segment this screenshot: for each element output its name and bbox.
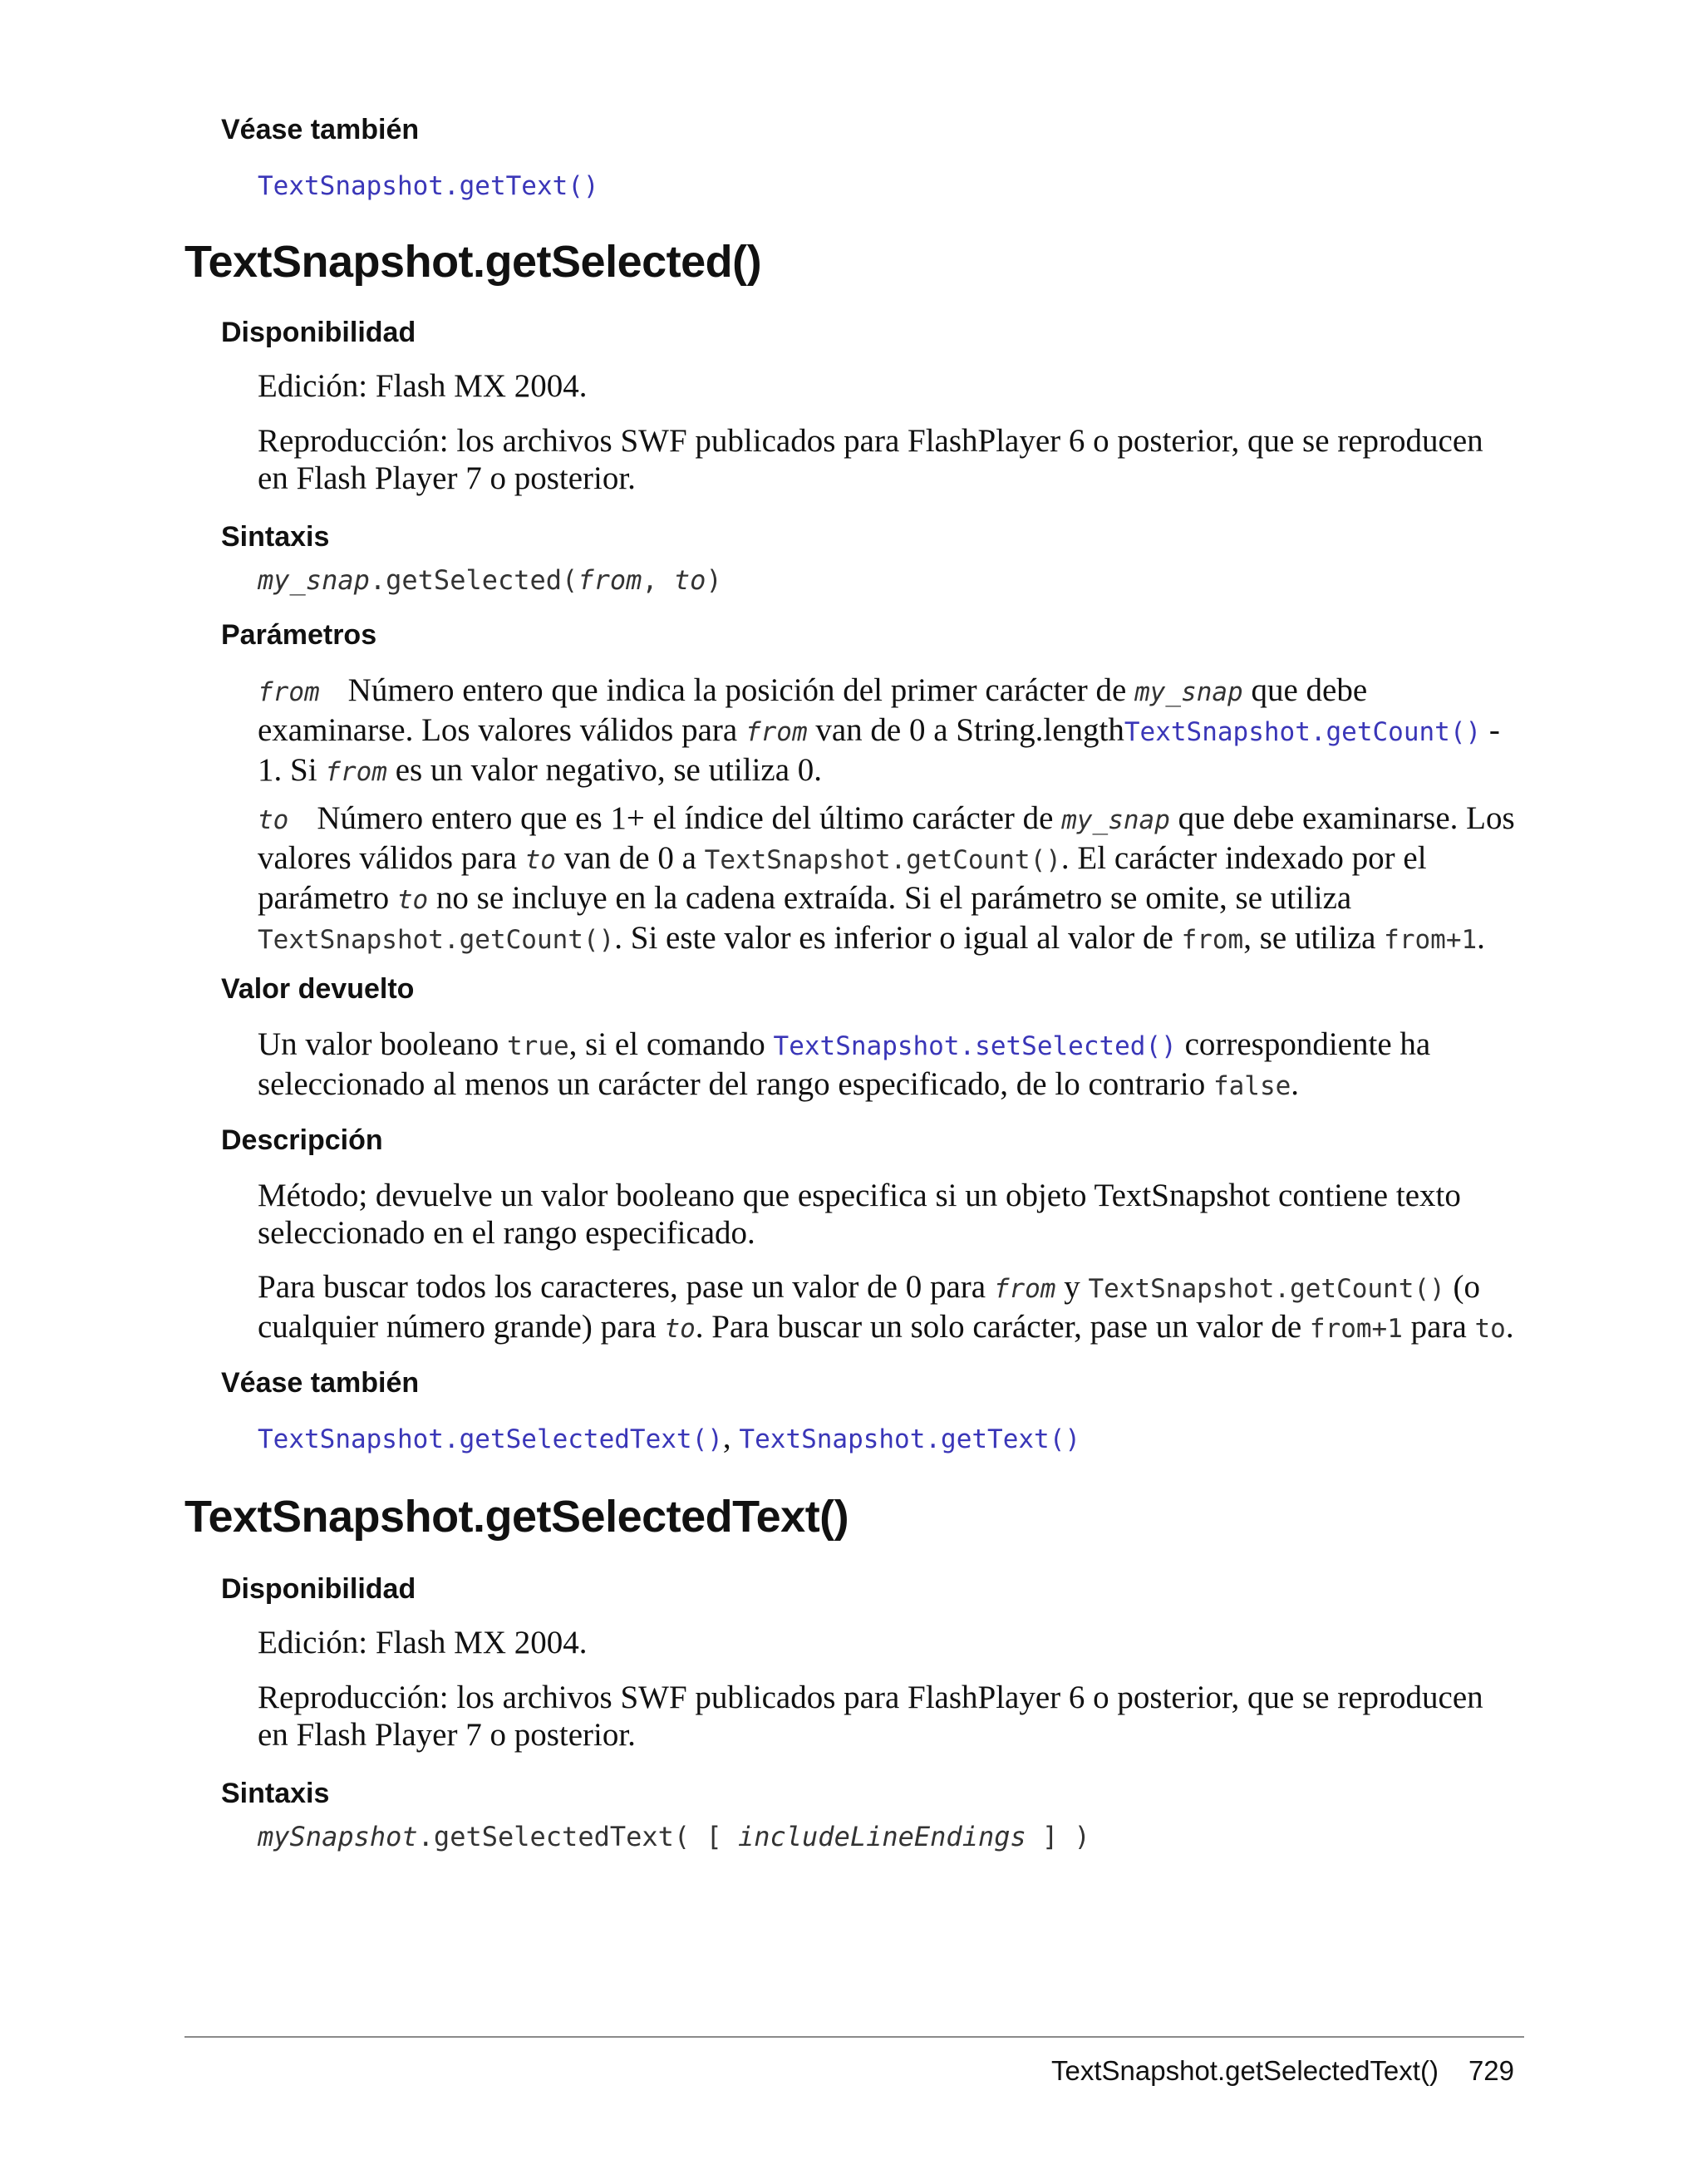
syntax-object: my_snap (258, 564, 370, 596)
code-to: to (664, 1314, 696, 1344)
code-false: false (1213, 1071, 1291, 1101)
param-from-text: - 1. Si (258, 712, 1500, 788)
description-text-part: . (1505, 1309, 1514, 1345)
description-p1: Método; devuelve un valor booleano que especifica si un objeto TextSnapshot contiene texto seleccionado en el rango especificado. (258, 1178, 1461, 1251)
param-from-text: Número entero que indica la posición del primer carácter de (347, 672, 1135, 708)
syntax-code-2 (258, 1820, 1090, 1853)
link-setselected[interactable]: TextSnapshot.setSelected() (773, 1031, 1177, 1061)
param-from-text: van de 0 a String.length (807, 712, 1124, 748)
code-my-snap: my_snap (1134, 677, 1243, 707)
footer-title: TextSnapshot.getSelectedText() (1051, 2055, 1439, 2086)
code-to: to (396, 885, 429, 915)
see-also-links (258, 166, 599, 204)
syntax-code (258, 563, 722, 597)
parameters-heading: Parámetros (221, 619, 377, 651)
param-to-text: . Si este valor es inferior o igual al valor de (614, 920, 1182, 956)
param-to-text: no se incluye en la cadena extraída. Si el parámetro se omite, se utiliza (428, 880, 1352, 916)
link-getselectedtext[interactable]: TextSnapshot.getSelectedText() (258, 1424, 723, 1454)
returns-text-part: correspondiente ha seleccionado al menos un carácter del rango especificado, de lo contrario (258, 1026, 1431, 1102)
link-gettext[interactable]: TextSnapshot.getText() (739, 1424, 1081, 1454)
returns-text (258, 1026, 1521, 1105)
section-title-getselectedtext: TextSnapshot.getSelectedText() (184, 1492, 849, 1542)
param-to-text: van de 0 a (555, 840, 705, 876)
syntax-close: ) (706, 564, 722, 596)
code-getcount: TextSnapshot.getCount() (704, 845, 1061, 875)
link-gettext[interactable]: TextSnapshot.getText() (258, 171, 599, 201)
see-also-links-2 (258, 1419, 1080, 1458)
description-text-part: para (1402, 1309, 1475, 1345)
link-getcount[interactable]: TextSnapshot.getCount() (1124, 717, 1482, 747)
description-text-part: y (1055, 1269, 1089, 1305)
see-also-separator: , (722, 1419, 740, 1455)
syntax-heading: Sintaxis (221, 521, 330, 553)
syntax-arg-to: to (673, 564, 706, 596)
code-getcount: TextSnapshot.getCount() (258, 925, 615, 955)
syntax-method: .getSelectedText( [ (417, 1821, 738, 1852)
syntax-sep: , (642, 564, 674, 596)
syntax-arg-from: from (578, 564, 642, 596)
code-to: to (524, 845, 556, 875)
param-to-name: to (258, 805, 289, 835)
code-from: from (745, 717, 808, 747)
code-my-snap: my_snap (1061, 805, 1170, 835)
description-text-part: Para buscar todos los caracteres, pase un valor de 0 para (258, 1269, 994, 1305)
description-text-part: (o cualquier número grande) para (258, 1269, 1480, 1345)
availability-playback: Reproducción: los archivos SWF publicados para FlashPlayer 6 o posterior, que se reproducen en Flash Player 7 o posterior. (258, 423, 1483, 496)
returns-text-part: . (1291, 1066, 1300, 1102)
code-getcount: TextSnapshot.getCount() (1088, 1274, 1445, 1304)
syntax-arg-includelineendings: includeLineEndings (737, 1821, 1026, 1852)
code-from-plus-1: from+1 (1384, 925, 1478, 955)
code-to: to (1474, 1314, 1506, 1344)
syntax-object: mySnapshot (258, 1821, 418, 1852)
param-to-text: . (1477, 920, 1485, 956)
param-to-text: Número entero que es 1+ el índice del último carácter de (317, 800, 1062, 836)
syntax-heading-2: Sintaxis (221, 1778, 330, 1809)
param-to-text: , se utiliza (1243, 920, 1385, 956)
param-to-text: que debe examinarse. Los valores válidos para (258, 800, 1515, 876)
see-also-heading-2: Véase también (221, 1367, 420, 1399)
availability-edition: Edición: Flash MX 2004. (258, 368, 588, 404)
code-true: true (507, 1031, 569, 1061)
availability-heading: Disponibilidad (221, 317, 416, 348)
param-from-name: from (258, 677, 320, 707)
footer-rule (184, 2036, 1524, 2038)
param-to-text: . El carácter indexado por el parámetro (258, 840, 1427, 916)
param-from (258, 671, 1521, 791)
code-from-plus-1: from+1 (1309, 1314, 1403, 1344)
param-to (258, 799, 1521, 959)
description-text-part: . Para buscar un solo carácter, pase un valor de (695, 1309, 1310, 1345)
code-from: from (325, 757, 387, 787)
description-heading: Descripción (221, 1124, 383, 1156)
param-from-text: es un valor negativo, se utiliza 0. (386, 752, 823, 788)
availability-playback-2: Reproducción: los archivos SWF publicados para FlashPlayer 6 o posterior, que se reproducen en Flash Player 7 o posterior. (258, 1680, 1483, 1753)
availability-edition-2: Edición: Flash MX 2004. (258, 1625, 588, 1660)
returns-heading: Valor devuelto (221, 973, 415, 1005)
page-footer (1051, 2054, 1514, 2088)
code-from: from (1181, 925, 1244, 955)
code-from: from (993, 1274, 1056, 1304)
see-also-heading: Véase también (221, 114, 420, 145)
availability-heading-2: Disponibilidad (221, 1573, 416, 1605)
section-title-getselected: TextSnapshot.getSelected() (184, 237, 762, 287)
syntax-close: ] ) (1026, 1821, 1090, 1852)
returns-text-part: , si el comando (568, 1026, 774, 1062)
syntax-method: .getSelected( (369, 564, 578, 596)
returns-text-part: Un valor booleano (258, 1026, 508, 1062)
param-from-text: que debe examinarse. Los valores válidos para (258, 672, 1368, 748)
page-number: 729 (1468, 2055, 1514, 2086)
description-p2 (258, 1268, 1521, 1348)
